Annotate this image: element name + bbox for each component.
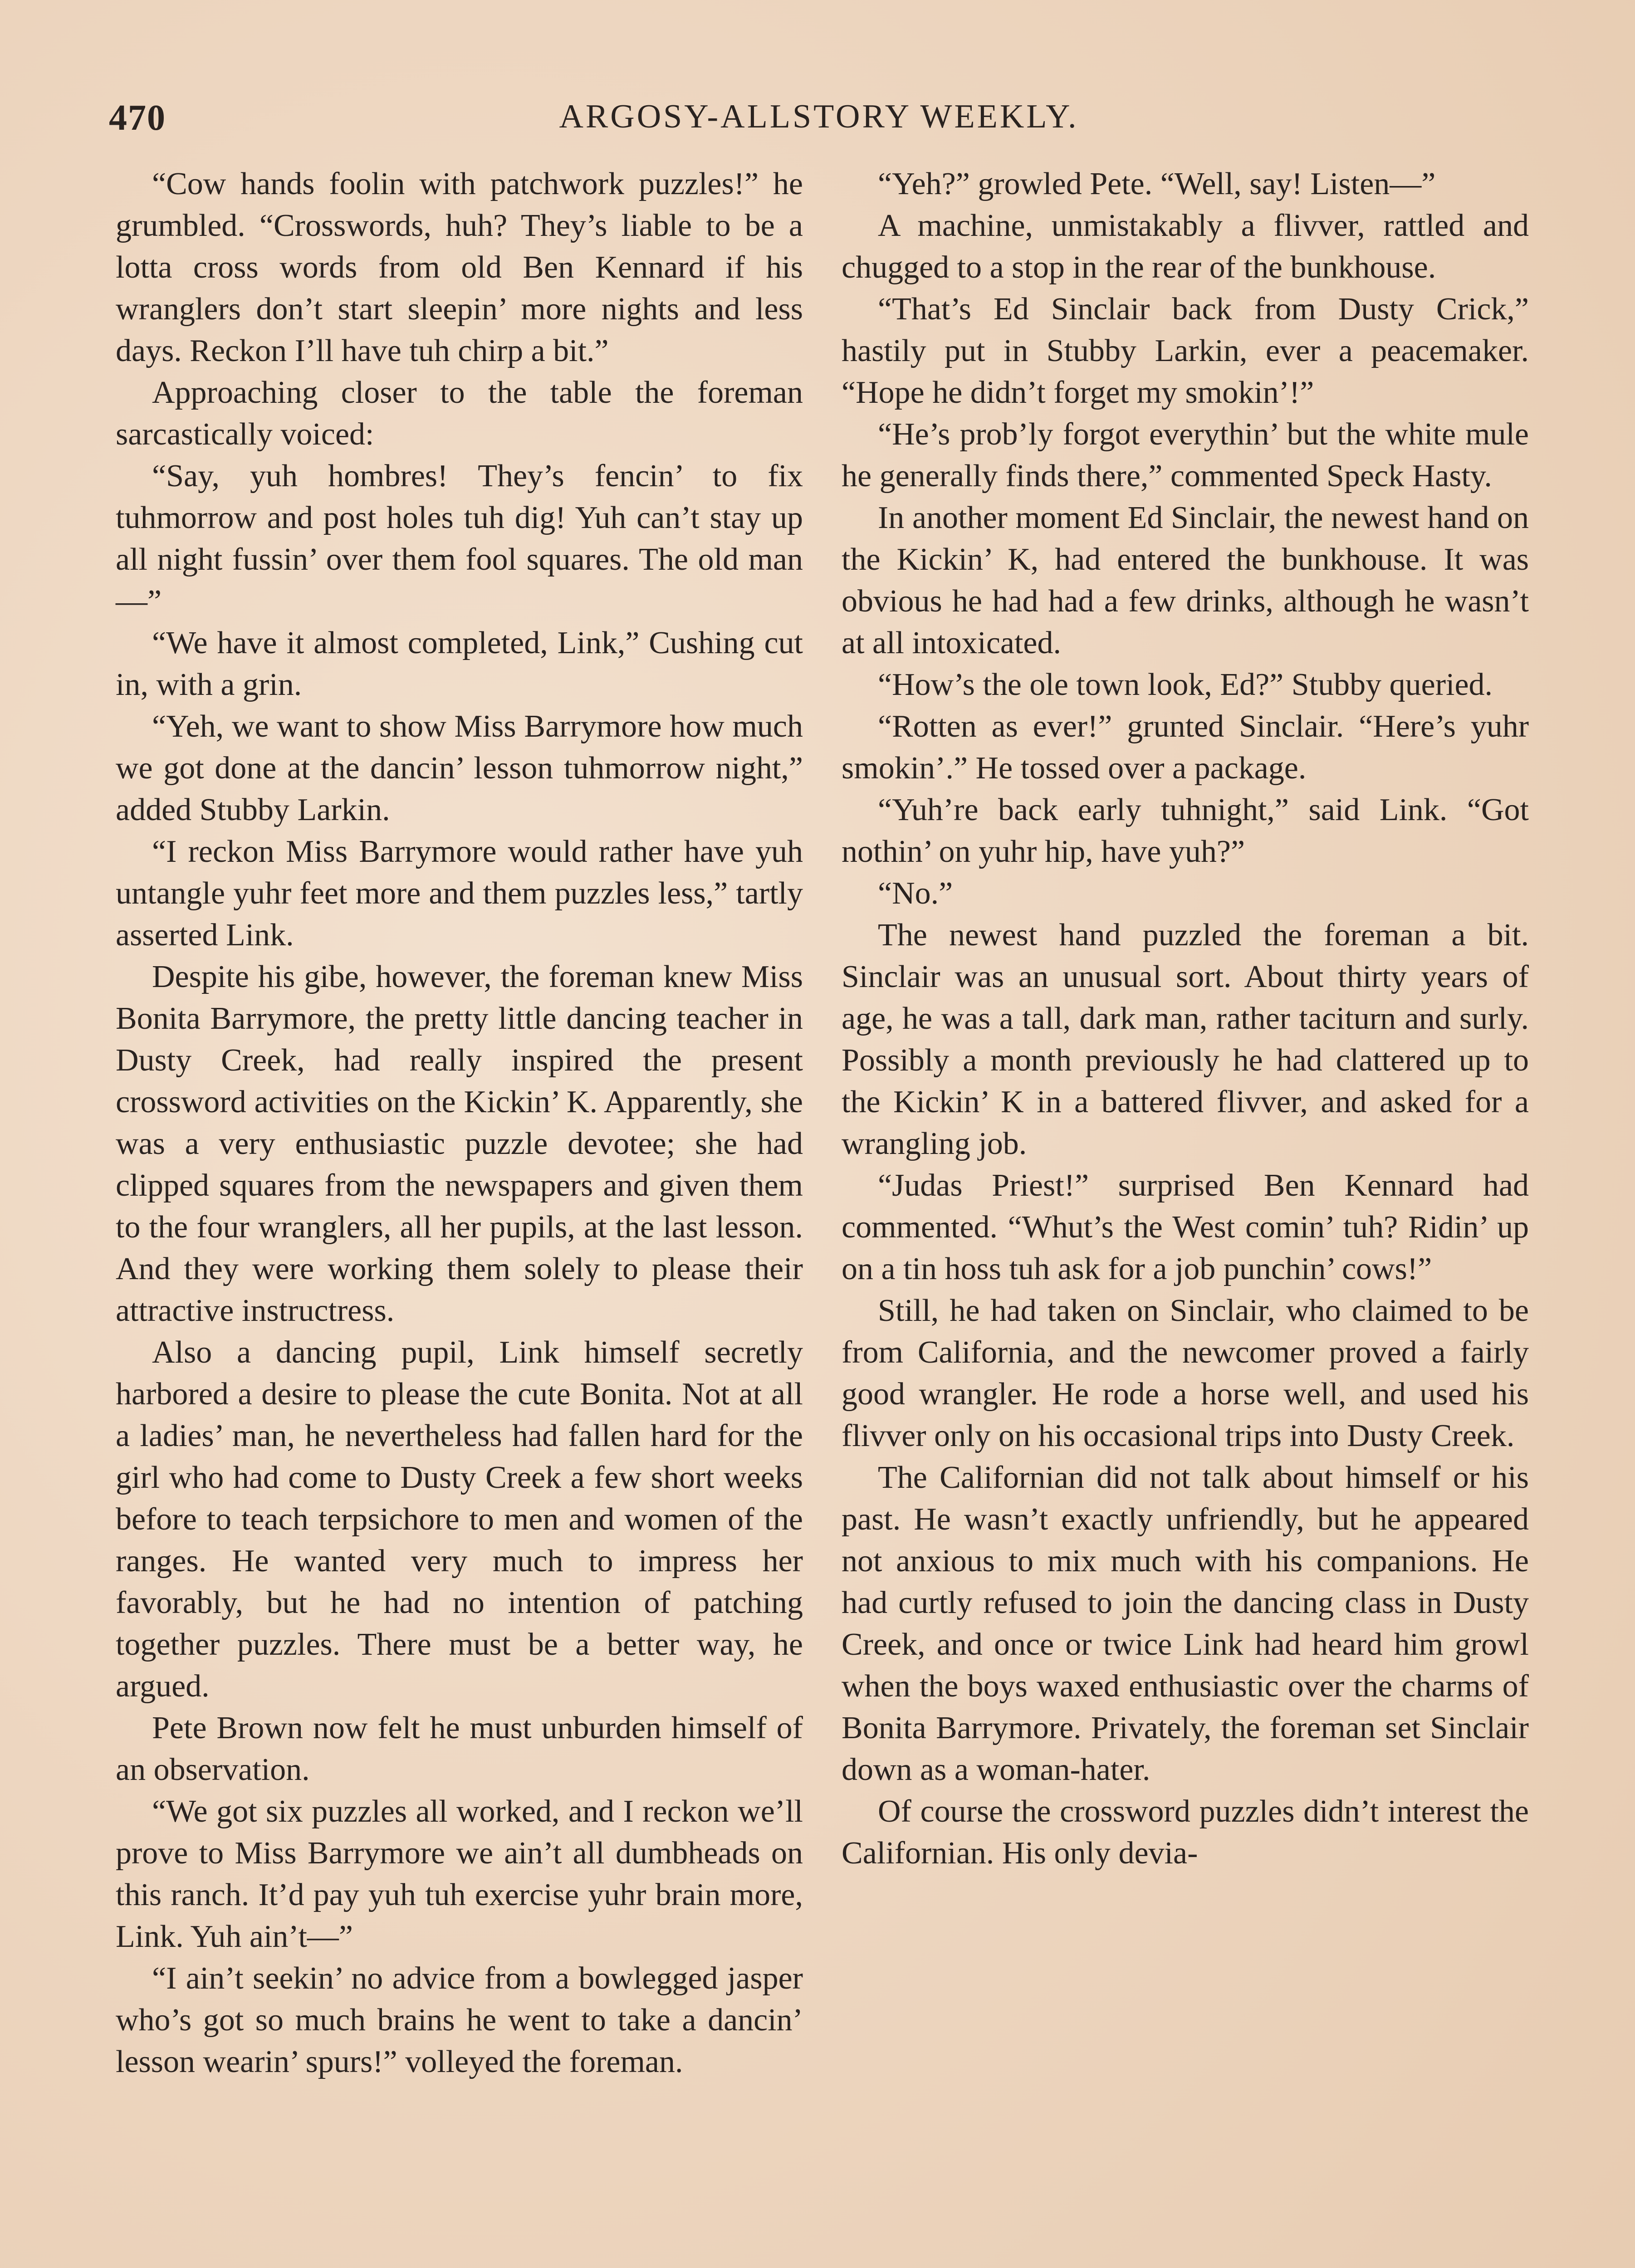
paragraph: “Rotten as ever!” grunted Sinclair. “Here’s yuhr smokin’.” He tossed over a package. <box>842 709 1529 786</box>
paragraph: “We have it almost completed, Link,” Cushing cut in, with a grin. <box>116 626 803 702</box>
left-column <box>116 163 803 2083</box>
paragraph: “He’s prob’ly forgot everythin’ but the white mule he generally finds there,” commented Speck Hasty. <box>842 417 1529 494</box>
paragraph: Approaching closer to the table the foreman sarcastically voiced: <box>116 375 803 452</box>
paragraph: “I reckon Miss Barrymore would rather have yuh untangle yuhr feet more and them puzzles less,” tartly asserted Link. <box>116 834 803 953</box>
paragraph: “Yeh, we want to show Miss Barrymore how much we got done at the dancin’ lesson tuhmorrow night,” added Stubby Larkin. <box>116 709 803 827</box>
paragraph: “We got six puzzles all worked, and I reckon we’ll prove to Miss Barrymore we ain’t all dumbheads on this ranch. It’d pay yuh tuh exercise yuhr brain more, Link. Yuh ain’t—” <box>116 1794 803 1954</box>
paragraph: “I ain’t seekin’ no advice from a bowlegged jasper who’s got so much brains he went to take a dancin’ lesson wearin’ spurs!” volleyed the foreman. <box>116 1961 803 2079</box>
paragraph: Still, he had taken on Sinclair, who claimed to be from California, and the newcomer proved a fairly good wrangler. He rode a horse well, and used his flivver only on his occasional trips into Dusty Creek. <box>842 1293 1529 1453</box>
paragraph: “That’s Ed Sinclair back from Dusty Crick,” hastily put in Stubby Larkin, ever a peacemaker. “Hope he didn’t forget my smokin’!” <box>842 292 1529 410</box>
paragraph: “Say, yuh hombres! They’s fencin’ to fix tuhmorrow and post holes tuh dig! Yuh can’t stay up all night fussin’ over them fool squares. The old man—” <box>116 459 803 619</box>
paragraph: “How’s the ole town look, Ed?” Stubby queried. <box>878 667 1493 702</box>
paragraph: “No.” <box>878 876 953 911</box>
paragraph: “Judas Priest!” surprised Ben Kennard had commented. “Whut’s the West comin’ tuh? Ridin’ up on a tin hoss tuh ask for a job punchin’ cows!” <box>842 1168 1529 1286</box>
paragraph: Of course the crossword puzzles didn’t interest the Californian. His only devia- <box>842 1794 1529 1871</box>
paragraph: Pete Brown now felt he must unburden himself of an observation. <box>116 1711 803 1787</box>
paragraph: “Yeh?” growled Pete. “Well, say! Listen—” <box>878 166 1436 201</box>
paragraph: The newest hand puzzled the foreman a bit. Sinclair was an unusual sort. About thirty years of age, he was a tall, dark man, rather taciturn and surly. Possibly a month previously he had clattered up to the Kickin’ K in a battered flivver, and asked for a wrangling job. <box>842 918 1529 1161</box>
right-column <box>842 163 1529 1874</box>
paragraph: Despite his gibe, however, the foreman knew Miss Bonita Barrymore, the pretty little dancing teacher in Dusty Creek, had really inspired the present crossword activities on the Kickin’ K. Apparently, she was a very enthusiastic puzzle devotee; she had clipped squares from the newspapers and given them to the four wranglers, all her pupils, at the last lesson. And they were working them solely to please their attractive instructress. <box>116 959 803 1328</box>
page-number: 470 <box>109 98 166 138</box>
paragraph: Also a dancing pupil, Link himself secretly harbored a desire to please the cute Bonita. Not at all a ladies’ man, he nevertheless had fallen hard for the girl who had come to Dusty Creek a few short weeks before to teach terpsichore to men and women of the ranges. He wanted very much to impress her favorably, but he had no intention of patching together puzzles. There must be a better way, he argued. <box>116 1335 803 1704</box>
paragraph: A machine, unmistakably a flivver, rattled and chugged to a stop in the rear of the bunkhouse. <box>842 208 1529 285</box>
running-head: ARGOSY-ALLSTORY WEEKLY. <box>559 98 1079 135</box>
paragraph: The Californian did not talk about himself or his past. He wasn’t exactly unfriendly, but he appeared not anxious to mix much with his companions. He had curtly refused to join the dancing class in Dusty Creek, and once or twice Link had heard him growl when the boys waxed enthusiastic over the charms of Bonita Barrymore. Privately, the foreman set Sinclair down as a woman-hater. <box>842 1460 1529 1787</box>
paragraph: In another moment Ed Sinclair, the newest hand on the Kickin’ K, had entered the bunkhouse. It was obvious he had had a few drinks, although he wasn’t at all intoxicated. <box>842 500 1529 660</box>
paragraph: “Cow hands foolin with patchwork puzzles!” he grumbled. “Crosswords, huh? They’s liable to be a lotta cross words from old Ben Kennard if his wranglers don’t start sleepin’ more nights and less days. Reckon I’ll have tuh chirp a bit.” <box>116 166 803 368</box>
paragraph: “Yuh’re back early tuhnight,” said Link. “Got nothin’ on yuhr hip, have yuh?” <box>842 792 1529 869</box>
page-header <box>109 98 1529 147</box>
